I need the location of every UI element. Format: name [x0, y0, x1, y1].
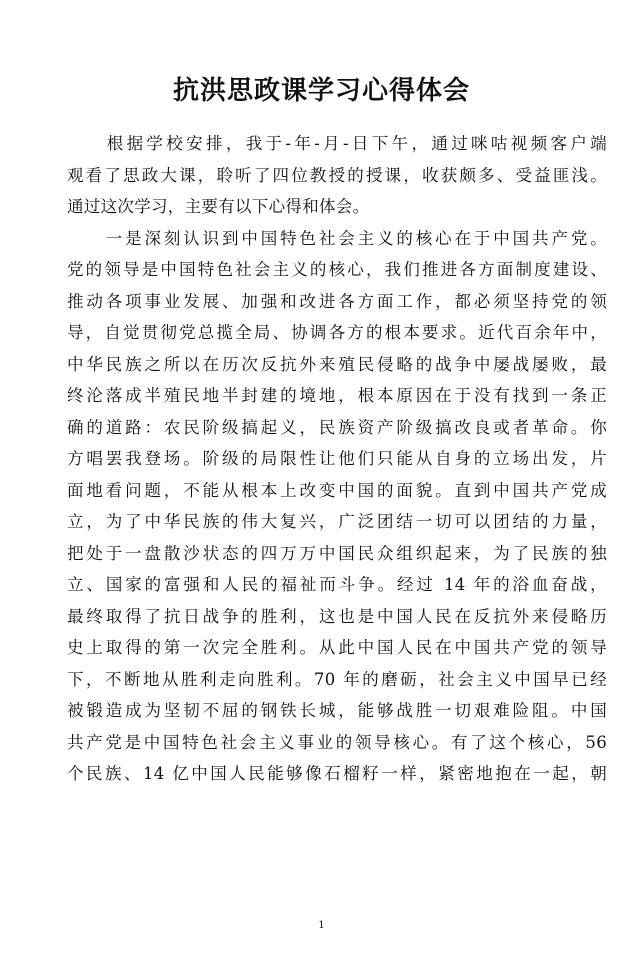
- text-line: 观看了思政大课，聆听了四位教授的授课，收获颇多、受益匪浅。: [67, 165, 607, 185]
- text-line: 被锻造成为坚韧不屈的钢铁长城，能够战胜一切艰难险阻。中国: [67, 701, 607, 720]
- text-line: 确的道路：农民阶级搞起义，民族资产阶级搞改良或者革命。你: [67, 417, 607, 437]
- text-line: 最终取得了抗日战争的胜利，这也是中国人民在反抗外来侵略历: [67, 606, 607, 626]
- text-line: 个民族、14 亿中国人民能够像石榴籽一样，紧密地抱在一起，朝: [67, 764, 607, 783]
- text-line: 中华民族之所以在历次反抗外来殖民侵略的战争中屡战屡败，最: [67, 354, 607, 374]
- text-line: 史上取得的第一次完全胜利。从此中国人民在中国共产党的领导: [67, 638, 607, 657]
- text-line: 面地看问题，不能从根本上改变中国的面貌。直到中国共产党成: [67, 480, 607, 500]
- text-line: 立、国家的富强和人民的福祉而斗争。经过 14 年的浴血奋战，: [67, 575, 607, 594]
- text-line: 导，自觉贯彻党总揽全局、协调各方的根本要求。近代百余年中，: [67, 323, 607, 342]
- text-line: 终沦落成半殖民地半封建的境地，根本原因在于没有找到一条正: [67, 386, 607, 405]
- text-line: 推动各项事业发展、加强和改进各方面工作，都必须坚持党的领: [67, 291, 607, 311]
- text-line: 立，为了中华民族的伟大复兴，广泛团结一切可以团结的力量，: [67, 512, 607, 531]
- text-line: 根据学校安排，我于-年-月-日下午，通过咪咕视频客户端: [67, 134, 607, 153]
- text-line: 通过这次学习，主要有以下心得和体会。: [67, 197, 370, 216]
- page-number: 1: [318, 920, 325, 931]
- text-line: 共产党是中国特色社会主义事业的领导核心。有了这个核心，56: [67, 732, 607, 752]
- text-line: 方唱罢我登场。阶级的局限性让他们只能从自身的立场出发，片: [67, 449, 607, 468]
- page-title: 抗洪思政课学习心得体会: [172, 76, 470, 106]
- text-line: 下，不断地从胜利走向胜利。70 年的磨砺，社会主义中国早已经: [67, 669, 607, 689]
- text-line: 党的领导是中国特色社会主义的核心，我们推进各方面制度建设、: [67, 260, 607, 279]
- text-line: 把处于一盘散沙状态的四万万中国民众组织起来，为了民族的独: [67, 543, 607, 563]
- body-text: [67, 128, 607, 790]
- text-line: 一是深刻认识到中国特色社会主义的核心在于中国共产党。: [67, 228, 607, 248]
